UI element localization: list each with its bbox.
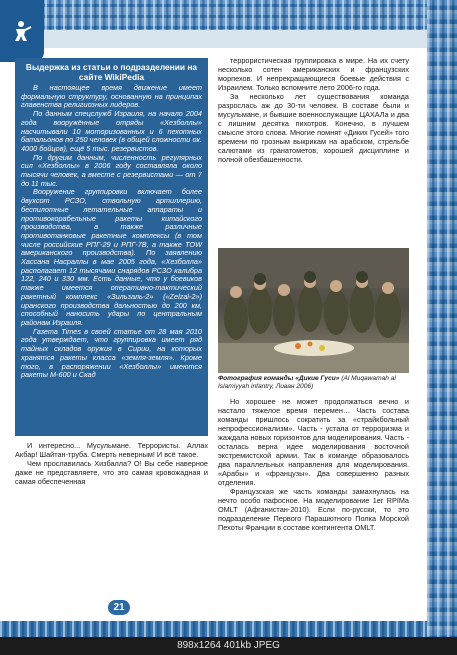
excerpt-paragraph: Газета Times в своей статье от 28 мая 2010 года утверждает, что группировка имеет ряд тайных складов оружия в Сирии, на которых хранятся ракеты класса «земля-земля». Кроме того, в распоряжении «Хезболлы» имеются ракеты М-600 и Скад (21, 326, 202, 380)
team-photo (218, 248, 409, 373)
image-info-bar: 898x1264 401kb JPEG (0, 637, 457, 655)
body-paragraph: И интересно... Мусульмане. Террористы. Аллах Акбар! Шайтан-труба. Смерть неверным! И всё такое. (15, 441, 208, 459)
excerpt-title: Выдержка из статьи о подразделении на сайте WikiPedia (25, 62, 198, 82)
page-number-badge: 21 (108, 600, 130, 615)
left-column-text (15, 441, 208, 486)
soldier-logo (0, 0, 44, 62)
body-paragraph: Французская же часть команды замахнулась на нечто особо пафосное. На моделирование 1er RPIMa OMLT (Афганистан-2010). Если по-русски, то это подразделение Первого Парашютного Полка Морской Пехоты Франции в составе контингента OMLT. (218, 487, 409, 532)
photo-caption (218, 375, 409, 391)
excerpt-paragraph: В настоящее время движение имеет формальную структуру, основанную на принципах главенства религиозных лидеров. (21, 83, 202, 110)
header-bar (44, 30, 427, 48)
body-paragraph: террористическая группировка в мире. На их счету несколько сотен американских и французских морпехов. И непрекращающиеся боевые действия с Израилем. Только вспомните лето 2006-го года. (218, 56, 409, 92)
camo-top-border (0, 0, 427, 30)
body-paragraph: Но хорошее не может продолжаться вечно и настало тяжелое время перемен… Часть состава команды пришлось сократить за «страйкбольный непрофессионализм». Часть - устала от терроризма и жаждала новых горизонтов для моделирования. Часть - осталась верна идее моделирования восточной экстремистской армии. Так в команде образовалось два параллельных направления для моделирования. «Арабы» и «французы». Два совершенно разных отделения. (218, 397, 409, 487)
right-column-top-text (218, 56, 409, 164)
wikipedia-excerpt-box (15, 58, 208, 436)
excerpt-paragraph: Вооружение группировки включает более двухсот РСЗО, ствольную артиллерию, беспилотные летательные аппараты и противокорабельные ракеты китайского производства, а также различные противотанковые ракетные комплексы (в том числе российские РПГ-29 и РПГ-7В, а также TOW американского производства). По заявлению Хассана Насраллы в мае 2005 года, «Хезболла» располагает 12 тысячами снарядов РСЗО калибра 122, 240 и 330 мм. Есть данные, что у боевиков также имеется оперативно-тактический ракетный комплекс «Зильзаль-2» («Zelzal-2») иранского производства дальностью до 200 км, способный наносить удары по центральным районам Израиля. (21, 187, 202, 327)
caption-title: Фотография команды «Дикие Гуси» (218, 375, 340, 382)
body-paragraph: За несколько лет существования команда разрослась аж до 30-ти человек. В составе были и мусульмане, и бывшие военнослужащие ЦАХАЛа и два с лишним десятка пихотров. Конечно, в лучшем смысле этого слова. Многие помнят «Диких Гусей» того времени по грозным выкрикам на арабском, стрельбе салютами из гранатометов, хорошей дисциплине и полной обезбашенности. (218, 92, 409, 164)
caption-detail: (Al Muqawamah al Islamiyyah infantry, Ливан 2006) (218, 375, 396, 390)
camo-right-border (427, 0, 457, 655)
excerpt-paragraph: По другим данным, численность регулярных сил «Хезболлы» в 2006 году составляла около тысячи человек, а вместе с резервистами — от 7 до 11 тыс. (21, 152, 202, 188)
soldier-icon (10, 20, 32, 42)
excerpt-paragraph: По данным спецслужб Израиля, на начало 2004 года вооружённые отряды «Хезболлы» насчитывали 10 моторизованных и 6 пехотных батальонов по 250 человек (в общей сложности ок. 4000 бойцов), ещё 5 тыс. резервистов. (21, 109, 202, 153)
right-column-bottom-text (218, 397, 409, 532)
camo-bottom-border (0, 621, 427, 637)
body-paragraph: Чем прославилась Хизбалла? О! Вы себе наверное даже не представляете, что это самая кровожадная и самая обеспеченная (15, 459, 208, 486)
